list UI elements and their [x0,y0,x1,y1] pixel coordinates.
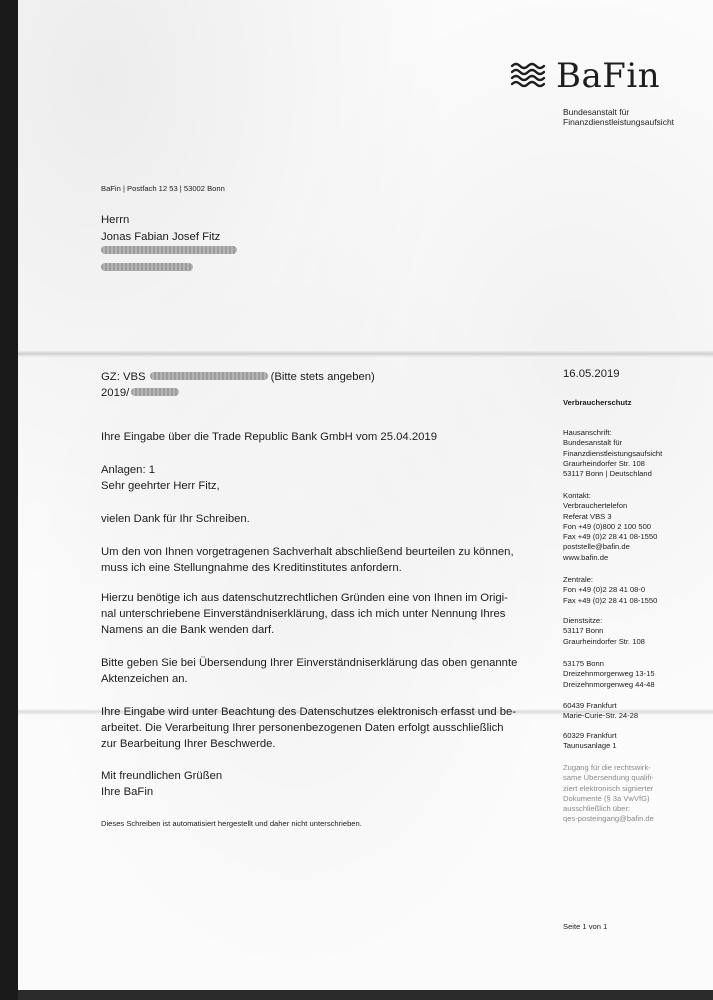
reference-number [101,369,375,401]
automation-footnote: Dieses Schreiben ist automatisiert hergestellt und daher nicht unterschrieben. [101,819,362,828]
scan-left-edge [0,0,18,1000]
recipient-salutation: Herrn [101,214,130,226]
sidebar-frankfurt-2: 60329 Frankfurt Taunusanlage 1 [563,731,617,751]
gz-line2: 2019/ [101,387,130,399]
page-number: Seite 1 von 1 [563,922,608,931]
gz-note: (Bitte stets angeben) [270,371,375,383]
logo-wordmark: BaFin [556,56,661,96]
qes-email[interactable]: qes-posteingang@bafin.de [563,814,654,824]
department: Verbraucherschutz [563,398,632,407]
recipient-address [101,212,220,246]
paper-fold [18,350,713,358]
logo-subtitle: Bundesanstalt für Finanzdienstleistungsaufsicht [563,107,675,127]
sidebar-hausanschrift: Hausanschrift: Bundesanstalt für Finanzdienstleistungsaufsicht Graurheindorfer Str. 108 53117 Bonn | Deutschland [563,428,663,479]
sidebar-frankfurt-1: 60439 Frankfurt Marie-Curie-Str. 24-28 [563,701,639,721]
paragraph-1: Um den von Ihnen vorgetragenen Sachverhalt abschließend beurteilen zu können, muss ich eine Stellungnahme des Kreditinstitutes anfordern. [101,546,514,574]
sidebar-zentrale: Zentrale: Fon +49 (0)2 28 41 08-0 Fax +49 (0)2 28 41 08-1550 [563,575,658,605]
letter-subject: Ihre Eingabe über die Trade Republic Bank GmbH vom 25.04.2019 [101,431,437,443]
redacted-gz-year [131,388,179,396]
redacted-gz [150,372,268,380]
bafin-wave-icon [510,60,546,90]
thanks-paragraph: vielen Dank für Ihr Schreiben. [101,513,250,525]
closing: Mit freundlichen Grüßen Ihre BaFin [101,770,223,798]
contact-email[interactable]: poststelle@bafin.de [563,542,630,552]
paragraph-4: Ihre Eingabe wird unter Beachtung des Datenschutzes elektronisch erfasst und be- arbeitet. Die Verarbeitung Ihrer personenbezogenen Daten erfolgt ausschließlich zur Bearbeitung Ihrer Beschwerde. [101,706,517,750]
redacted-street [101,246,237,254]
sidebar-bonn-2: 53175 Bonn Dreizehnmorgenweg 13-15 Dreizehnmorgenweg 44-48 [563,659,655,689]
paragraph-2: Hierzu benötige ich aus datenschutzrechtlichen Gründen eine von Ihnen im Origi- nal unterschriebene Einverständniserklärung, dass ich mich unter Nennung Ihres Namens an die Bank wenden darf. [101,592,508,636]
letter-date: 16.05.2019 [563,368,620,380]
paragraph-3: Bitte geben Sie bei Übersendung Ihrer Einverständniserklärung das oben genannte Aktenzeichen an. [101,657,518,685]
sender-line: BaFin | Postfach 12 53 | 53002 Bonn [101,184,225,193]
sidebar-kontakt: Kontakt: Verbrauchertelefon Referat VBS 3 Fon +49 (0)800 2 100 500 Fax +49 (0)2 28 41 08-1550 poststelle@bafin.de www.bafin.de [563,491,658,562]
sidebar-zugang: Zugang für die rechtswirk- same Übersendung qualifi- ziert elektronisch signierter Dokumente (§ 3a VwVfG) ausschließlich über: qes-posteingang@bafin.de [563,763,654,824]
scan-bottom-edge [18,990,713,1000]
redacted-city [101,263,193,271]
gz-prefix: GZ: VBS [101,371,146,383]
attachments-greeting [101,462,541,494]
sidebar-dienstsitze: Dienstsitze: 53117 Bonn Graurheindorfer Str. 108 [563,616,645,646]
attachments-line: Anlagen: 1 [101,464,156,476]
contact-website[interactable]: www.bafin.de [563,552,609,562]
greeting-line: Sehr geehrter Herr Fitz, [101,480,220,492]
recipient-name: Jonas Fabian Josef Fitz [101,231,221,243]
